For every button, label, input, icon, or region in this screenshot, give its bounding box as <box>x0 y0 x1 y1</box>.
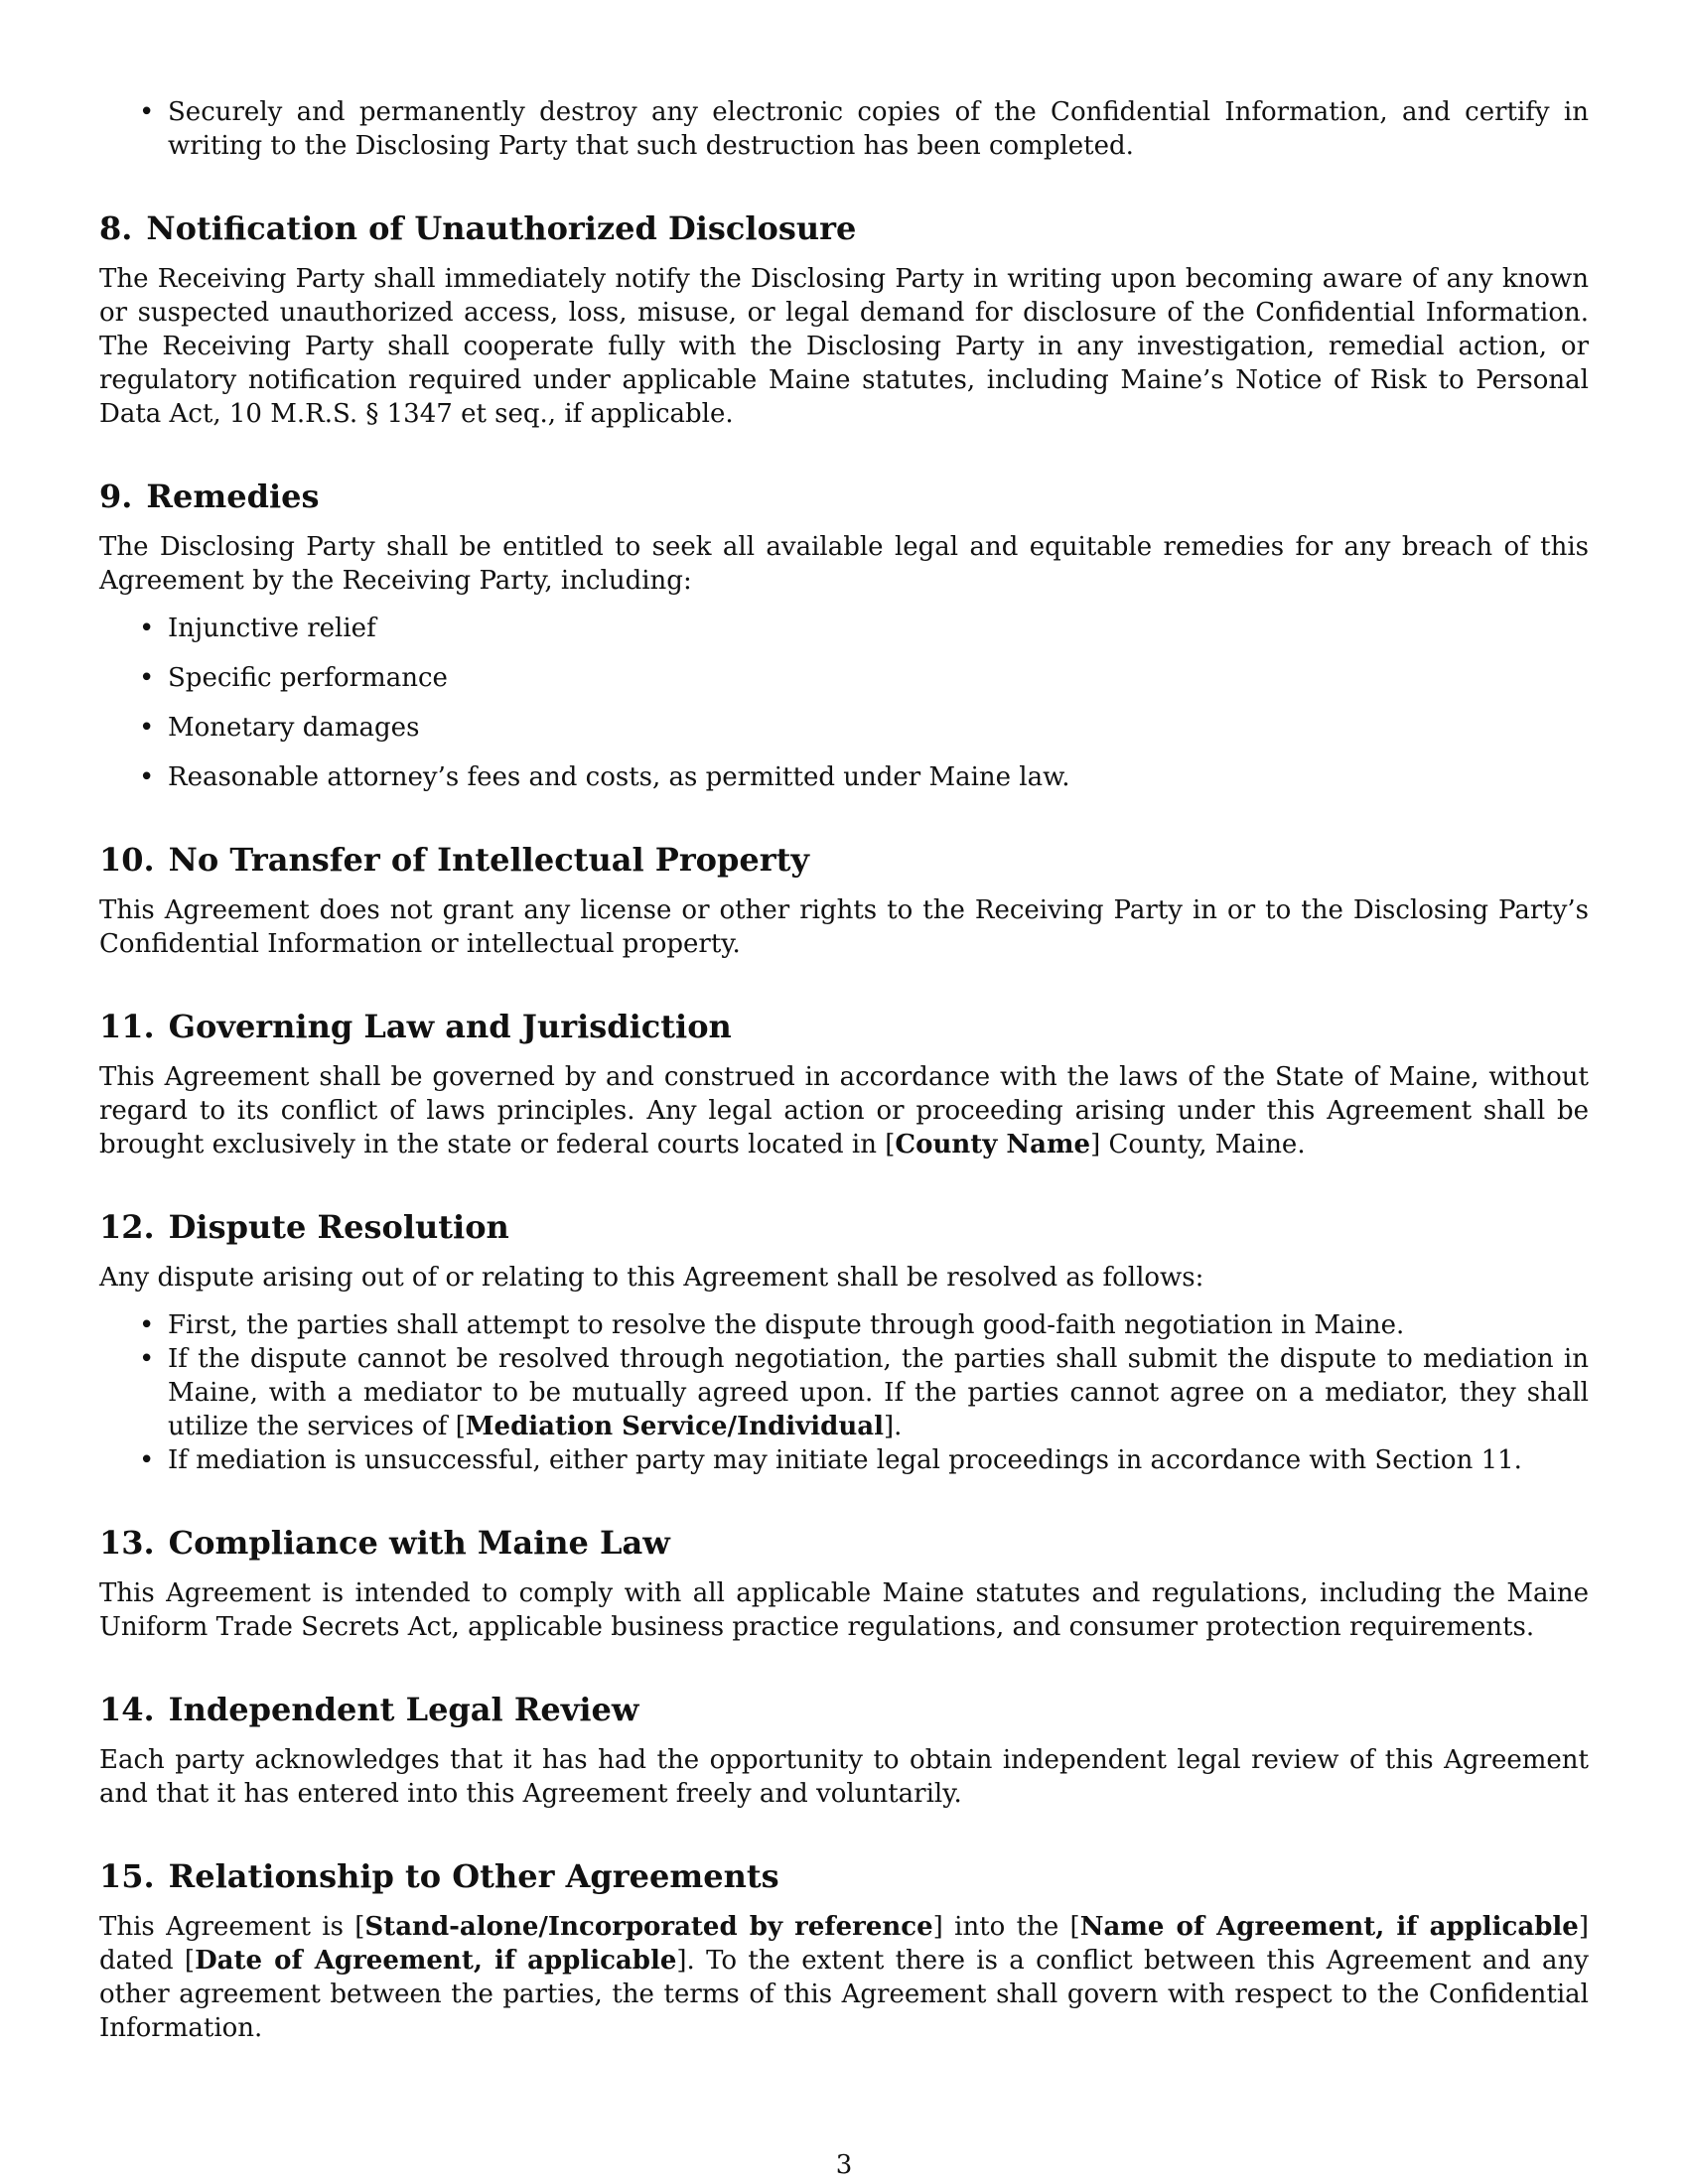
section-9 <box>99 477 1589 794</box>
section-heading: 12. Dispute Resolution <box>99 1208 509 1246</box>
section-8 <box>99 208 1589 431</box>
section-12 <box>99 1207 1589 1477</box>
continued-bullet-list <box>99 95 1589 163</box>
section-heading: 13. Compliance with Maine Law <box>99 1524 670 1562</box>
remedies-list <box>99 612 1589 794</box>
section-heading: 11. Governing Law and Jurisdiction <box>99 1008 732 1045</box>
bullet-icon: • <box>139 762 155 792</box>
list-item: • If mediation is unsuccessful, either party may initiate legal proceedings in accordance with Section 11. <box>139 1445 1522 1475</box>
page-number: 3 <box>835 2150 853 2180</box>
section-body: Each party acknowledges that it has had the opportunity to obtain independent legal review of this Agreement and that it has entered into this Agreement freely and voluntarily. <box>99 1745 1589 1809</box>
section-heading: 9. Remedies <box>99 478 320 515</box>
list-item: • Monetary damages <box>139 713 420 743</box>
list-item: • First, the parties shall attempt to resolve the dispute through good-faith negotiation in Maine. <box>139 1310 1405 1340</box>
section-body: This Agreement does not grant any license or other rights to the Receiving Party in or to the Disclosing Party’s Confidential Information or intellectual property. <box>99 895 1589 959</box>
document-page <box>99 95 1589 2045</box>
section-14 <box>99 1690 1589 1811</box>
section-body: The Receiving Party shall immediately notify the Disclosing Party in writing upon becoming aware of any known or suspected unauthorized access, loss, misuse, or legal demand for disclosure of the Confidential Information. The Receiving Party shall cooperate fully with the Disclosing Party in any investigation, remedial action, or regulatory notification required under applicable Maine statutes, including Maine’s Notice of Risk to Personal Data Act, 10 M.R.S. § 1347 et seq., if applicable. <box>99 264 1589 429</box>
section-13 <box>99 1523 1589 1644</box>
bullet-icon: • <box>139 713 155 743</box>
section-body: The Disclosing Party shall be entitled to seek all available legal and equitable remedies for any breach of this Agreement by the Receiving Party, including: <box>99 532 1589 596</box>
placeholder-agreement-name: Name of Agreement, if applicable <box>1079 1912 1579 1942</box>
placeholder-agreement-type: Stand-alone/Incorporated by reference <box>364 1912 933 1942</box>
section-body: This Agreement is intended to comply with all applicable Maine statutes and regulations, including the Maine Uniform Trade Secrets Act, applicable business practice regulations, and consumer protection requirements. <box>99 1578 1589 1642</box>
section-body: This Agreement is [Stand-alone/Incorporated by reference] into the [Name of Agreement, if applicable] dated [Date of Agreement, if applicable]. To the extent there is a conflict between this Agreement and any other agreement between the parties, the terms of this Agreement shall govern with respect to the Confidential Information. <box>99 1912 1589 2043</box>
bullet-icon: • <box>139 1310 155 1340</box>
section-heading: 8. Notification of Unauthorized Disclosure <box>99 209 857 247</box>
placeholder-mediation-service: Mediation Service/Individual <box>465 1412 884 1441</box>
bullet-icon: • <box>139 1445 155 1475</box>
list-item: • Securely and permanently destroy any electronic copies of the Confidential Information, and certify in writing to the Disclosing Party that such destruction has been completed. <box>139 97 1589 161</box>
bullet-icon: • <box>139 614 155 643</box>
section-heading: 14. Independent Legal Review <box>99 1691 639 1728</box>
placeholder-agreement-date: Date of Agreement, if applicable <box>195 1946 677 1976</box>
bullet-icon: • <box>139 1344 155 1374</box>
dispute-steps-list <box>99 1308 1589 1477</box>
section-body: This Agreement shall be governed by and construed in accordance with the laws of the State of Maine, without regard to its conflict of laws principles. Any legal action or proceeding arising under this Agreement shall be brought exclusively in the state or federal courts located in [County Name] County, Maine. <box>99 1062 1589 1160</box>
list-item: • Reasonable attorney’s fees and costs, as permitted under Maine law. <box>139 762 1070 792</box>
list-item: • If the dispute cannot be resolved through negotiation, the parties shall submit the dispute to mediation in Maine, with a mediator to be mutually agreed upon. If the parties cannot agree on a mediator, they shall utilize the services of [Mediation Service/Individual]. <box>139 1344 1589 1441</box>
section-10 <box>99 840 1589 961</box>
bullet-icon: • <box>139 97 155 127</box>
list-item: • Specific performance <box>139 663 448 693</box>
section-body: Any dispute arising out of or relating to this Agreement shall be resolved as follows: <box>99 1263 1204 1293</box>
list-item: • Injunctive relief <box>139 614 376 643</box>
placeholder-county-name: County Name <box>895 1130 1091 1160</box>
section-heading: 15. Relationship to Other Agreements <box>99 1857 779 1895</box>
bullet-icon: • <box>139 663 155 693</box>
section-11 <box>99 1007 1589 1161</box>
section-15 <box>99 1856 1589 2045</box>
section-heading: 10. No Transfer of Intellectual Property <box>99 841 809 879</box>
